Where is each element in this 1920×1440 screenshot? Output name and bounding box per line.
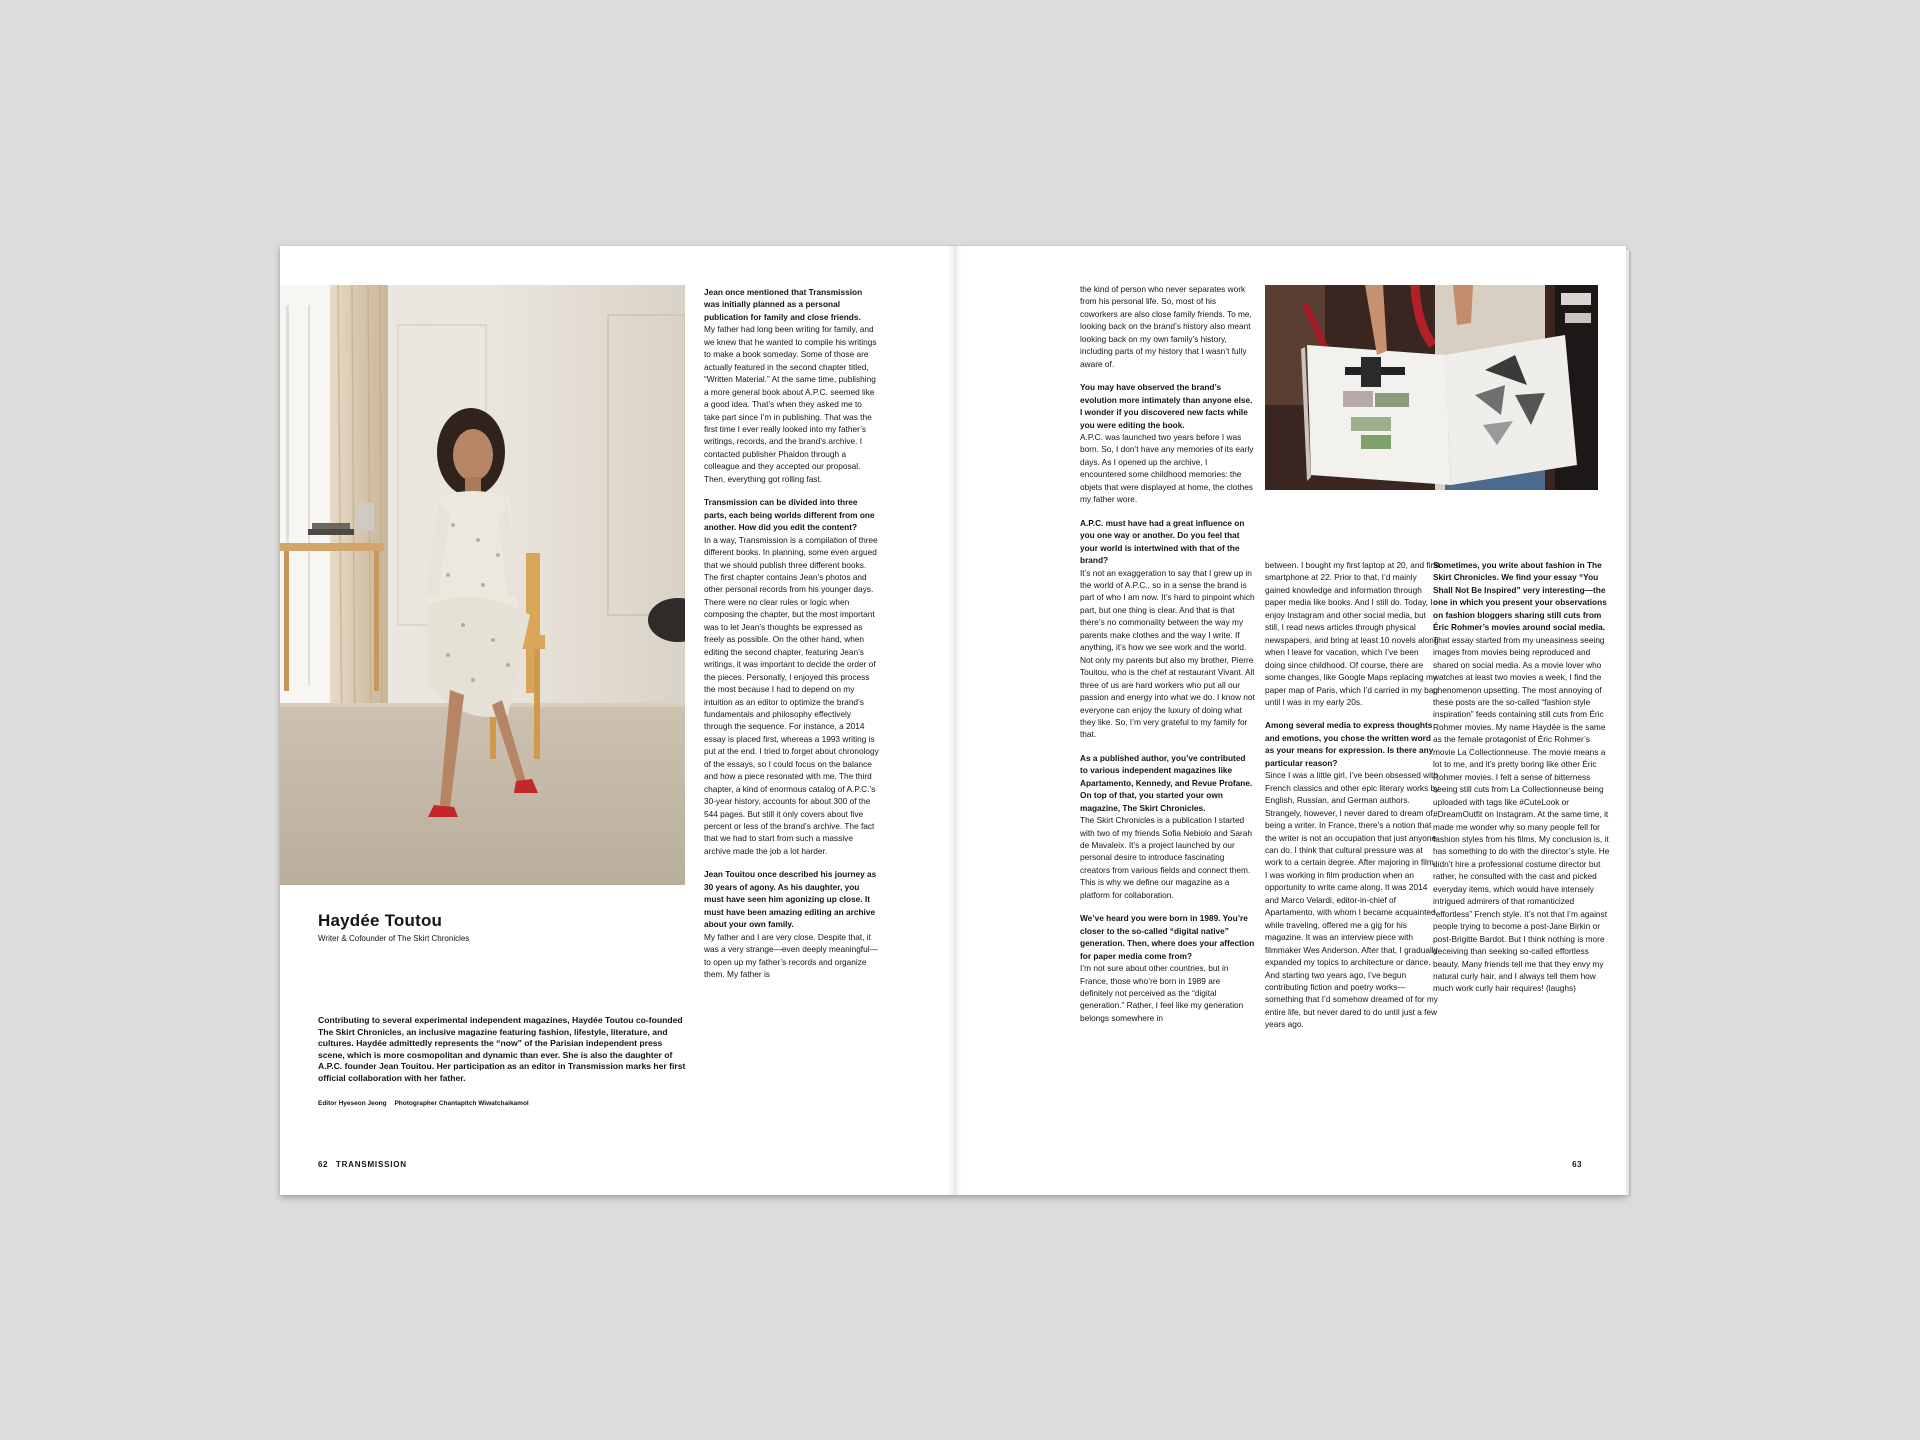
- interview-answer: I’m not sure about other countries, but in France, those who’re born in 1989 are definitely not perceived as the “digital generation.” Rather, I feel like my generation belongs somewhere in: [1080, 963, 1244, 1023]
- person-name: Haydée Toutou: [318, 911, 443, 930]
- portrait-photo: [280, 285, 685, 885]
- interview-column-3: [1433, 559, 1613, 1144]
- interview-question: As a published author, you’ve contributed to various independent magazines like Apartamento, Kennedy, and Revue Profane. On top of that, you started your own magazine, The Skirt Chronicles.: [1080, 752, 1253, 813]
- interview-question: Jean Touitou once described his journey as 30 years of agony. As his daughter, you must have seen him agonizing up close. It must have been amazing editing an archive about your own family.: [704, 869, 877, 930]
- interview-question: Jean once mentioned that Transmission was initially planned as a personal publication for family and close friends.: [704, 287, 863, 322]
- right-page: [953, 246, 1626, 1195]
- left-page: [280, 246, 953, 1195]
- interview-question: We’ve heard you were born in 1989. You’re closer to the so-called “digital native” generation. Then, where does your affection for paper media come from?: [1080, 913, 1255, 961]
- interview-answer: between. I bought my first laptop at 20, and first smartphone at 22. Prior to that, I’d mainly gained knowledge and information through paper media like books. And I still do. Today, I enjoy Instagram and other social media, but still, I read news articles through physical newspapers, and bring at least 10 novels along when I leave for vacation, which I’ve been doing since childhood. Of course, there are some changes, like Google Maps replacing my paper map of Paris, which I’d carried in my bag until I was in my early 20s.: [1265, 560, 1440, 707]
- interview-answer: It’s not an exaggeration to say that I grew up in the world of A.P.C., so in a sense the brand is part of who I am now. It’s hard to pinpoint which part, but one thing is clear. And that is that there’s no commonality between the way my parents make clothes and the way I write. If anything, it’s how we see work and the world. Not only my parents but also my brother, Pierre Touitou, who is the chef at restaurant Vivant. All three of us are hard workers who put all our passion and energy into what we do. I know not everyone can enjoy the luxury of doing what they like. So, I’m very grateful to my family for that.: [1080, 567, 1255, 740]
- intro-paragraph: Contributing to several experimental independent magazines, Haydée Toutou co-founded The Skirt Chronicles, an inclusive magazine featuring fashion, lifestyle, literature, and cultures. Haydée admittedly represents the “now” of the Parisian independent press scene, which is more cosmopolitan and dynamic than ever. She is also the daughter of A.P.C. founder Jean Touitou. Her participation as an editor in Transmission marks her first official collaboration with her father.: [318, 1015, 686, 1083]
- interview-column-1: [1080, 283, 1255, 1143]
- interview-answer: That essay started from my uneasiness seeing images from movies being reproduced and shared on social media. As a movie lover who watches at least two movies a week, I find the phenomenon upsetting. The most annoying of these posts are the so-called “fashion style inspiration” feeds containing still cuts from Éric Rohmer movies. My name Haydée is the same as the female protagonist of Éric Rohmer’s movie La Collectionneuse. The movie means a lot to me, and it’s pretty boring like other Éric Rohmer movies. I felt a sense of bitterness seeing still cuts from La Collectionneuse being uploaded with tags like #CuteLook or #DreamOutfit on Instagram. At the same time, it made me wonder why so many people fell for fashion styles from his films. My conclusion is, it has something to do with the director’s style. He didn’t hire a professional costume director but rather, he consulted with the cast and picked everyday items, which would have intensely intrigued admirers of that romanticized “effortless” French style. It’s not that I’m against people trying to become a post-Jane Birkin or post-Brigitte Bardot. But I think nothing is more deceiving than seeking so-called effortless beauty. Many friends tell me that they envy my natural curly hair, and I always tell them how much work curly hair requires! (laughs): [1433, 634, 1610, 994]
- interview-question: You may have observed the brand’s evolution more intimately than anyone else. I wonder if you discovered new facts while you were editing the book.: [1080, 382, 1253, 430]
- interview-answer: the kind of person who never separates work from his personal life. So, most of his coworkers are also close family friends. To me, looking back on the brand’s history also meant looking back on my own family’s history, including parts of my history that I wasn’t fully aware of.: [1080, 284, 1252, 369]
- book-photo: [1265, 285, 1598, 490]
- interview-answer: A.P.C. was launched two years before I was born. So, I don’t have any memories of its early days. As I opened up the archive, I encountered some childhood memories: the objets that were displayed at home, the clothes my father wore.: [1080, 431, 1254, 505]
- interview-answer: The Skirt Chronicles is a publication I started with two of my friends Sofia Nebiolo and Sarah de Mavaleix. It’s a project launched by our personal desire to introduce fascinating creators from various fields and connect them. This is why we define our magazine as a platform for collaboration.: [1080, 815, 1253, 900]
- interview-column-2: [1265, 559, 1440, 1144]
- editor-credit: Editor Hyeseon Jeong: [318, 1100, 387, 1107]
- interview-answer: My father had long been writing for family, and we knew that he wanted to compile his writings to make a book someday. Some of those are actually featured in the second chapter titled, “Written Material.” At the same time, publishing a more general book about A.P.C. seemed like a good idea. That’s when they asked me to take part since I’m in publishing. That was the first time I ever really looked into my father’s writings, records, and the brand’s archive. I contacted publisher Phaidon through a colleague and they accepted our proposal. Then, everything got rolling fast.: [704, 324, 877, 484]
- photographer-credit: Photographer Chantapitch Wiwatchaikamol: [394, 1100, 529, 1107]
- interview-question: Among several media to express thoughts and emotions, you chose the written word as your means for expression. Is there any particular reason?: [1265, 720, 1434, 768]
- page-number-right: 63: [1572, 1160, 1582, 1169]
- interview-question: Transmission can be divided into three parts, each being worlds different from one another. How did you edit the content?: [704, 497, 875, 533]
- credits-line: [318, 1100, 535, 1107]
- page-edge: [1626, 250, 1629, 1195]
- interview-question: A.P.C. must have had a great influence on you one way or another. Do you feel that your world is intertwined with that of the brand?: [1080, 517, 1245, 566]
- page-number-left: 62: [318, 1160, 328, 1169]
- interview-question: Sometimes, you write about fashion in The Skirt Chronicles. We find your essay “You Shall Not Be Inspired” very interesting—the one in which you present your observations on fashion bloggers sharing still cuts from Éric Rohmer’s movies around social media.: [1433, 560, 1607, 633]
- person-role: Writer & Cofounder of The Skirt Chronicles: [318, 934, 470, 943]
- publication-title: TRANSMISSION: [335, 1160, 407, 1169]
- interview-answer: In a way, Transmission is a compilation of three different books. In planning, some even argued that we should publish three different books. The first chapter contains Jean’s photos and other personal records from his younger days. There were no clear rules or logic when composing the chapter, but the most important was to let Jean’s thoughts be expressed as freely as possible. On the other hand, when editing the second chapter, featuring Jean’s writings, it was important to decide the order of the pieces. Personally, I enjoyed this process the most because I had to depend on my intuition as an editor to optimize the brand’s fundamentals and philosophy effectively through the sequence. For instance, a 2014 essay is placed first, whereas a 1993 writing is put at the end. I tried to forget about chronology of the essays, so I could focus on the balance and how a piece resonated with me. The third chapter, a kind of enormous catalog of A.P.C.’s 30-year history, accounts for about 300 of the 544 pages. But still it only covers about five percent or less of the brand’s archive. The fact that we had to start from such a massive archive made the job a lot harder.: [704, 534, 879, 856]
- interview-answer: My father and I are very close. Despite that, it was a very strange—even deeply meaningful—to open up my father’s records and organize them. My father is: [704, 931, 878, 980]
- interview-answer: Since I was a little girl, I’ve been obsessed with French classics and other epic literary works by English, Russian, and German authors. Strangely, however, I never dared to dream of being a writer. In France, there’s a notion that the writer is not an occupation that just anyone can do. I think that cultural pressure was at work to a certain degree. After majoring in film, I was working in film production when an opportunity to write came along. It was 2014 and Marco Velardi, editor-in-chief of Apartamento, with whom I became acquainted while traveling, offered me a gig for his magazine. It was an interview piece with filmmaker Wes Anderson. After that, I gradually expanded my topics to architecture or dance. And starting two years ago, I’ve begun contributing fiction and poetry works—something that I’d somehow dreamed of for my entire life, but never dared to do until just a few years ago.: [1265, 770, 1440, 1030]
- magazine-spread: [280, 246, 1626, 1195]
- left-folio: [318, 1160, 407, 1169]
- interview-column-left: [704, 286, 879, 1136]
